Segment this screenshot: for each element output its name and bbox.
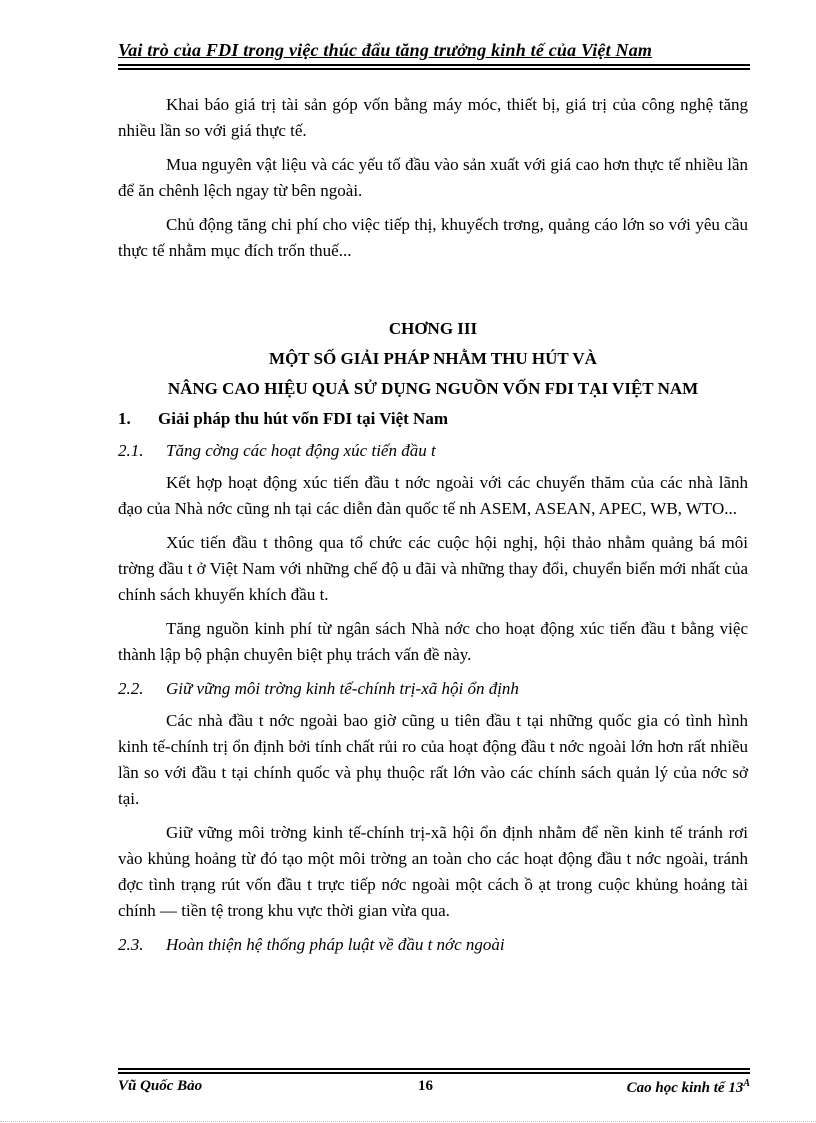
subsection-title: Hoàn thiện hệ thống pháp luật về đầu t nớc ngoài <box>166 935 505 954</box>
subsection-title: Tăng cờng các hoạt động xúc tiến đầu t <box>166 441 436 460</box>
footer-rule <box>118 1072 750 1074</box>
paragraph: Giữ vững môi trờng kinh tế-chính trị-xã hội ổn định nhằm để nền kinh tế tránh rơi vào khủng hoảng từ đó tạo một môi trờng an toàn cho các hoạt động đầu t nớc ngoài, tránh đợc tình trạng rút vốn đầu t trực tiếp nớc ngoài một cách ồ ạt trong cuộc khủng hoảng tài chính — tiền tệ trong khu vực thời gian vừa qua. <box>118 823 748 920</box>
header-rule <box>118 64 750 66</box>
chapter-heading <box>118 316 748 402</box>
page-edge <box>0 1121 816 1122</box>
subsection-number: 2.1. <box>118 441 144 460</box>
subsection-number: 2.2. <box>118 679 144 698</box>
paragraph: Các nhà đầu t nớc ngoài bao giờ cũng u tiên đầu t tại những quốc gia có tình hình kinh tế-chính trị ổn định bởi tính chất rủi ro của hoạt động đầu t nớc ngoài lớn hơn rất nhiều lần so với đầu t tại chính quốc và phụ thuộc rất lớn vào các chính sách quản lý của nớc sở tại. <box>118 711 748 808</box>
section-heading <box>118 406 748 432</box>
subsection-number: 2.3. <box>118 935 144 954</box>
paragraph: Chủ động tăng chi phí cho việc tiếp thị, khuyếch trơng, quảng cáo lớn so với yêu cầu thực tế nhằm mục đích trốn thuế... <box>118 215 748 260</box>
subsection-heading <box>118 676 748 702</box>
page-body <box>118 92 748 964</box>
subsection-heading <box>118 438 748 464</box>
paragraph: Tăng nguồn kinh phí từ ngân sách Nhà nớc cho hoạt động xúc tiến đầu t bằng việc thành lập bộ phận chuyên biệt phụ trách vấn đề này. <box>118 619 748 664</box>
subsection-heading <box>118 932 748 958</box>
running-header: Vai trò của FDI trong việc thúc đẩu tăng trưởng kinh tế của Việt Nam <box>118 40 653 60</box>
footer-author: Vũ Quốc Bảo <box>118 1078 203 1094</box>
footer-course <box>627 1078 750 1097</box>
subsection-title: Giữ vững môi trờng kinh tế-chính trị-xã hội ổn định <box>166 679 519 698</box>
footer-rule <box>118 1068 750 1070</box>
paragraph: Kết hợp hoạt động xúc tiến đầu t nớc ngoài với các chuyến thăm của các nhà lãnh đạo của Nhà nớc cũng nh tại các diễn đàn quốc tế nh ASEM, ASEAN, APEC, WB, WTO... <box>118 473 748 518</box>
page-number: 16 <box>418 1078 433 1094</box>
paragraph: Khai báo giá trị tài sản góp vốn bằng máy móc, thiết bị, giá trị của công nghệ tăng nhiều lần so với giá thực tế. <box>118 95 748 140</box>
footer-course-text: Cao học kinh tế 13 <box>626 1080 744 1096</box>
chapter-title-line: MỘT SỐ GIẢI PHÁP NHẰM THU HÚT VÀ <box>269 349 597 368</box>
section-title: Giải pháp thu hút vốn FDI tại Việt Nam <box>158 409 448 428</box>
section-number: 1. <box>118 409 131 428</box>
chapter-label: CHƠNG III <box>388 319 478 338</box>
chapter-title-line: NÂNG CAO HIỆU QUẢ SỬ DỤNG NGUỒN VỐN FDI TẠI VIỆT NAM <box>167 379 699 398</box>
paragraph: Xúc tiến đầu t thông qua tổ chức các cuộc hội nghị, hội thảo nhằm quảng bá môi trờng đầu t ở Việt Nam với những chế độ u đãi và những thay đổi, chuyển biến mới nhất của chính sách khuyến khích đầu t. <box>118 533 748 604</box>
footer-course-sup: A <box>743 1078 750 1089</box>
header-rule <box>118 68 750 70</box>
paragraph: Mua nguyên vật liệu và các yếu tố đầu vào sản xuất với giá cao hơn thực tế nhiều lần để ăn chênh lệch ngay từ bên ngoài. <box>118 155 748 200</box>
